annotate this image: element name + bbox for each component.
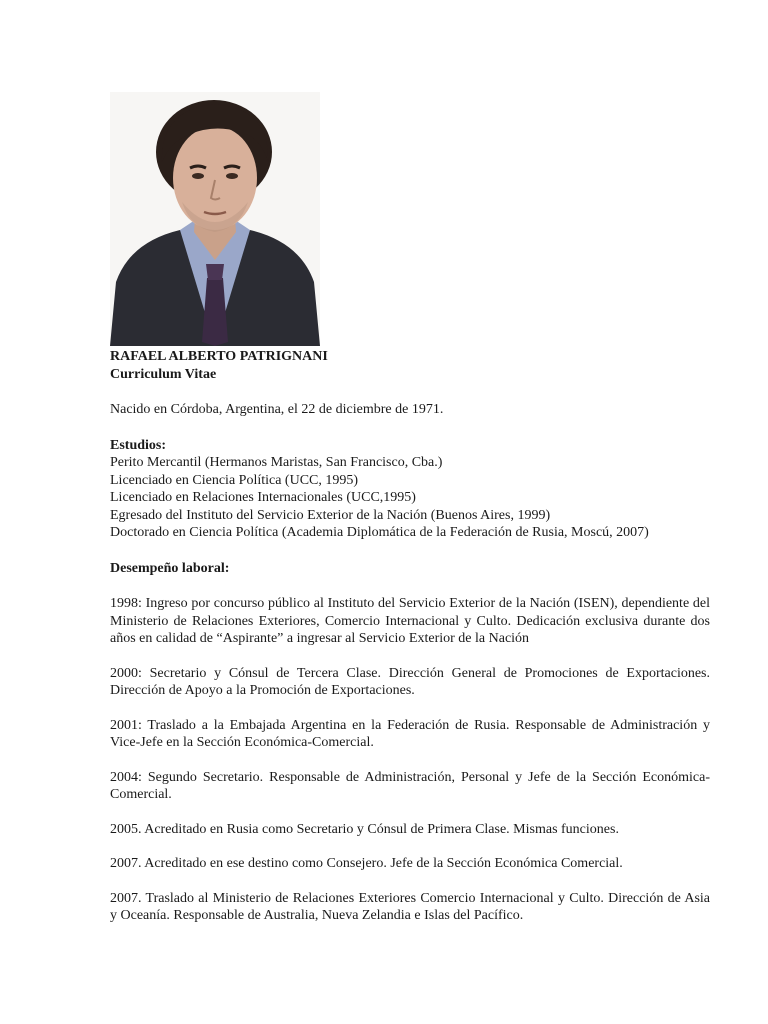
work-entry: 2005. Acreditado en Rusia como Secretario y Cónsul de Primera Clase. Mismas funciones. [110, 821, 619, 837]
work-entry: 2007. Acreditado en ese destino como Consejero. Jefe de la Sección Económica Comercial. [110, 856, 623, 871]
studies-item: Licenciado en Relaciones Internacionales (UCC,1995) [110, 490, 416, 505]
studies-item: Egresado del Instituto del Servicio Exterior de la Nación (Buenos Aires, 1999) [110, 507, 551, 523]
studies-item: Perito Mercantil (Hermanos Maristas, San Francisco, Cba.) [110, 455, 443, 470]
work-entry: 2001: Traslado a la Embajada Argentina en la Federación de Rusia. Responsable de Administración y Vice-Jefe en la Sección Económica-Comercial. [110, 717, 710, 750]
work-entry: 1998: Ingreso por concurso público al Instituto del Servicio Exterior de la Nación (ISEN), dependiente del Ministerio de Relaciones Exteriores, Comercio Internacional y Culto. Dedicación exclusiva durante dos años en calidad de “Aspirante” a ingresar al Servicio Exterior de la Nación [110, 596, 710, 646]
studies-item: Doctorado en Ciencia Política (Academia Diplomática de la Federación de Rusia, Moscú, 2007) [110, 525, 649, 540]
document-subtitle: Curriculum Vitae [110, 366, 217, 382]
work-entry: 2000: Secretario y Cónsul de Tercera Clase. Dirección General de Promociones de Exportaciones. Dirección de Apoyo a la Promoción de Exportaciones. [110, 665, 710, 698]
work-entry: 2007. Traslado al Ministerio de Relaciones Exteriores Comercio Internacional y Culto. Dirección de Asia y Oceanía. Responsable de Australia, Nueva Zelandia e Islas del Pacífico. [110, 890, 710, 923]
work-entry: 2004: Segundo Secretario. Responsable de Administración, Personal y Jefe de la Sección Económica-Comercial. [110, 769, 710, 802]
studies-heading: Estudios: [110, 437, 167, 453]
work-heading: Desempeño laboral: [110, 560, 230, 576]
portrait-photo [110, 92, 320, 346]
studies-item: Licenciado en Ciencia Política (UCC, 1995) [110, 472, 359, 488]
cv-content [110, 348, 710, 942]
birth-info: Nacido en Córdoba, Argentina, el 22 de diciembre de 1971. [110, 402, 444, 417]
person-name: RAFAEL ALBERTO PATRIGNANI [110, 349, 328, 364]
